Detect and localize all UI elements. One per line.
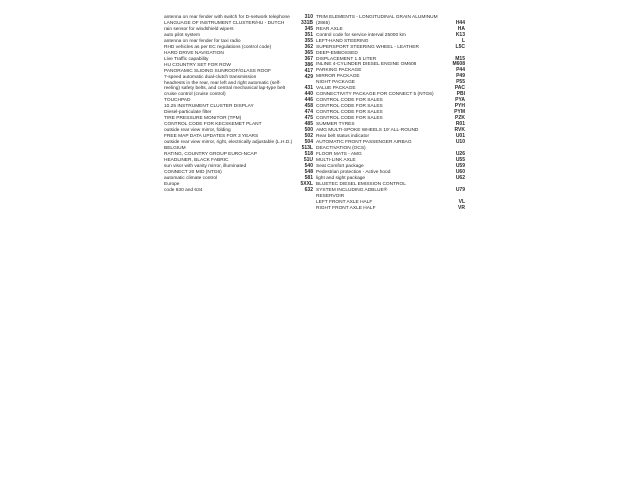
option-code: 446 <box>304 97 313 104</box>
option-description: light and sight package <box>316 176 366 182</box>
option-description: LEFT FRONT AXLE HALF <box>316 200 373 206</box>
option-code: 518 <box>304 151 313 158</box>
option-row <box>316 200 465 206</box>
option-row <box>164 170 313 176</box>
option-code: 513L <box>301 145 313 152</box>
option-code: VR <box>458 205 465 212</box>
option-description: headrests in the rear, rear left and right automatic (self-reeling) safety belts, and central mechanical lap-type belt <box>164 80 286 92</box>
option-row <box>316 158 465 164</box>
option-description: Rear belt status indicator <box>316 134 370 140</box>
option-code: 386 <box>304 61 313 68</box>
option-row <box>316 15 465 26</box>
option-description: cruise control (cruise control) <box>164 92 226 98</box>
option-code: K13 <box>455 31 465 38</box>
option-row <box>164 188 313 194</box>
option-description: MIRROR PACKAGE <box>316 74 360 80</box>
option-code: PZK <box>455 115 465 122</box>
option-code: U62 <box>455 175 465 182</box>
option-row <box>164 140 313 146</box>
option-row <box>164 81 313 92</box>
option-row <box>164 164 313 170</box>
option-code: 458 <box>304 103 313 110</box>
option-description: VALUE PACKAGE <box>316 86 356 92</box>
option-row <box>164 33 313 39</box>
option-description: BELGIUM <box>164 146 186 152</box>
option-description: CONTROL CODE FOR SALES <box>316 98 383 104</box>
option-row <box>164 158 313 164</box>
option-code: U59 <box>455 163 465 170</box>
option-row <box>164 176 313 182</box>
option-description: CONTROL CODE FOR KECSKEMET PLANT <box>164 122 262 128</box>
option-code: 51U <box>303 157 313 164</box>
option-description: antenna on rear fender for taxi radio <box>164 38 241 44</box>
option-description: CONNECTIVITY PACKAGE FOR CONNECT 5 (NTG6) <box>316 92 434 98</box>
option-row <box>164 63 313 69</box>
option-code: 367 <box>304 55 313 62</box>
option-description: auto pilot system <box>164 32 200 38</box>
option-description: RIGHT FRONT AXLE HALF <box>316 206 376 212</box>
option-code: 474 <box>304 109 313 116</box>
option-code: PBI <box>456 91 465 98</box>
option-description: Control code for service interval 25000 km <box>316 32 406 38</box>
option-description: 10.25 INSTRUMENT CLUSTER DISPLAY <box>164 104 254 110</box>
option-description: RESERVOIR <box>316 194 345 200</box>
option-code: 351 <box>304 31 313 38</box>
option-code: U01 <box>455 133 465 140</box>
option-code: P49 <box>456 73 465 80</box>
option-code: M608 <box>452 61 465 68</box>
option-description: CONTROL CODE FOR SALES <box>316 104 383 110</box>
option-row <box>164 57 313 63</box>
option-description: Seat Comfort package <box>316 164 364 170</box>
option-row <box>316 33 465 39</box>
option-description: outside rear view mirror, folding <box>164 128 231 134</box>
option-description: rain sensor for windshield wipers <box>164 26 234 32</box>
option-code: 5XXL <box>300 181 313 188</box>
option-code: 440 <box>304 91 313 98</box>
option-code: R01 <box>455 121 465 128</box>
option-description: DEEP-EMBOSSED <box>316 50 358 56</box>
option-code: U79 <box>455 187 465 194</box>
option-code: 502 <box>304 133 313 140</box>
option-row <box>316 27 465 33</box>
option-code: H44 <box>455 19 465 26</box>
option-code: PYH <box>454 103 465 110</box>
option-code: L5C <box>455 43 465 50</box>
option-row <box>316 45 465 51</box>
option-row <box>316 182 465 188</box>
right-column <box>316 15 465 212</box>
option-row <box>164 152 313 158</box>
option-description: TIRE PRESSURE MONITOR (TPM) <box>164 116 242 122</box>
option-code: 504 <box>304 139 313 146</box>
option-description: LEFT-HAND STEERING <box>316 38 369 44</box>
option-code: PAC <box>454 85 465 92</box>
option-description: BLUETEC DIESEL EMISSION CONTROL <box>316 182 406 188</box>
option-row <box>164 27 313 33</box>
option-row <box>316 194 465 200</box>
option-description: code 630 and 634 <box>164 188 203 194</box>
option-description: CONNECT 20 MID (NTG6) <box>164 170 222 176</box>
option-description: MULTI-LINK AXLE <box>316 158 356 164</box>
option-description: outside rear view mirror, right, electrically adjustable (L.H.D.) <box>164 140 293 146</box>
option-row <box>164 75 313 81</box>
option-code: U10 <box>455 139 465 146</box>
option-description: SUPERSPORT STEERING WHEEL - LEATHER <box>316 44 419 50</box>
option-code: 548 <box>304 169 313 176</box>
option-description: FREE MAP DATA UPDATES FOR 3 YEARS <box>164 134 259 140</box>
option-description: HU COUNTRY SET FOR ROW <box>164 62 231 68</box>
option-row <box>316 152 465 158</box>
option-code: VL <box>458 199 465 206</box>
option-code: 431 <box>304 85 313 92</box>
left-column <box>164 15 313 194</box>
option-description: PARKING PACKAGE <box>316 68 362 74</box>
option-description: CONTROL CODE FOR SALES <box>316 116 383 122</box>
option-code: 475 <box>304 115 313 122</box>
option-description: CONTROL CODE FOR SALES <box>316 110 383 116</box>
option-code: P44 <box>456 67 465 74</box>
option-description: Europe <box>164 182 180 188</box>
option-code: U26 <box>455 151 465 158</box>
option-description: HEADLINER, BLACK FABRIC <box>164 158 229 164</box>
option-description: PANORAMIC SLIDING SUNROOF/GLASS ROOF <box>164 68 272 74</box>
option-code: P55 <box>456 79 465 86</box>
option-row <box>164 51 313 57</box>
option-row <box>164 182 313 188</box>
option-code: L <box>461 37 465 44</box>
option-row <box>164 39 313 45</box>
option-description: RATING, COUNTRY GROUP EURO-NCAP <box>164 152 257 158</box>
option-code: U55 <box>455 157 465 164</box>
option-description: HARD DRIVE NAVIGATION <box>164 50 224 56</box>
option-code: 310 <box>304 14 313 20</box>
option-row <box>316 51 465 57</box>
option-code: 345 <box>304 25 313 32</box>
option-description: DEACTIVATION (OCS) <box>316 146 366 152</box>
option-code: PYA <box>455 97 465 104</box>
option-code: HA <box>457 25 465 32</box>
option-code: PYM <box>454 109 465 116</box>
option-row <box>316 176 465 182</box>
option-description: TOUCHPAD <box>164 98 191 104</box>
option-description: sun visor with vanity mirror, illuminated <box>164 164 247 170</box>
option-description: SYSTEM INCLUDING ADBLUE® <box>316 188 388 194</box>
option-description: antenna on rear fender with switch for D-network telephone <box>164 15 290 20</box>
option-description: automatic climate control <box>164 176 218 182</box>
option-row <box>316 206 465 212</box>
option-description: Live Traffic capability <box>164 56 209 62</box>
option-code: 355 <box>304 37 313 44</box>
option-description: NIGHT PACKAGE <box>316 80 356 86</box>
option-code: 429 <box>304 73 313 80</box>
option-description: AMG MULTI-SPOKE WHEELS 19' ALL-ROUND <box>316 128 419 134</box>
option-code: 365 <box>304 49 313 56</box>
option-code: 632 <box>304 187 313 194</box>
option-description: FLOOR MATS - AMG <box>316 152 362 158</box>
option-row <box>316 188 465 194</box>
option-description: TRIM ELEMENTS - LONGITUDINAL GRAIN ALUMINUM (2865) <box>316 15 438 26</box>
option-description: Diesel-particulate filter <box>164 110 212 116</box>
option-description: 7-speed automatic dual-clutch transmission <box>164 74 257 80</box>
option-description: RHD vehicles as per EC regulations (control code) <box>164 44 272 50</box>
option-description: INLINE 4-CYLINDER DIESEL ENGINE OM608 <box>316 62 417 68</box>
option-code: 540 <box>304 163 313 170</box>
option-code: 362 <box>304 43 313 50</box>
option-code: 581 <box>304 175 313 182</box>
option-code: 485 <box>304 121 313 128</box>
option-code: U60 <box>455 169 465 176</box>
option-code: 500 <box>304 127 313 134</box>
option-description: SUMMER TYRES <box>316 122 355 128</box>
option-row <box>164 45 313 51</box>
option-row <box>164 21 313 27</box>
option-row <box>316 164 465 170</box>
option-row <box>164 15 313 21</box>
option-row <box>316 39 465 45</box>
option-description: LANGUAGE OF INSTRUMENT CLUSTER/HU - DUTCH <box>164 20 285 26</box>
option-row <box>316 170 465 176</box>
option-code: RVK <box>454 127 465 134</box>
option-code: 417 <box>304 67 313 74</box>
option-description: AUTOMATIC FRONT PASSENGER AIRBAG <box>316 140 412 146</box>
option-code: M15 <box>455 55 465 62</box>
option-description: REAR AXLE <box>316 26 343 32</box>
option-code: 331B <box>301 19 313 26</box>
option-description: DISPLACEMENT 1.5 LITER <box>316 56 377 62</box>
option-row <box>164 69 313 75</box>
option-description: Pedestrian protection - Active hood <box>316 170 391 176</box>
